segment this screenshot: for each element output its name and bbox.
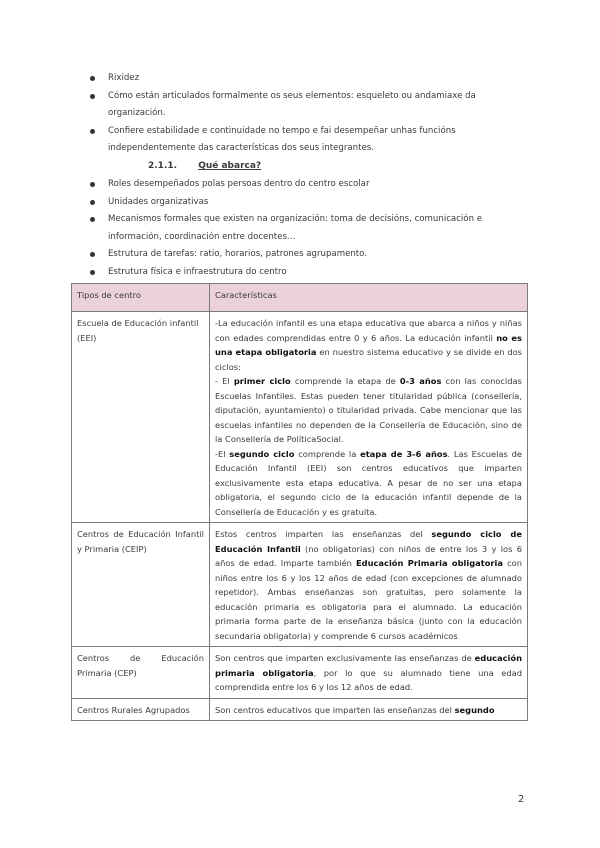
centers-table xyxy=(71,283,528,721)
bullet-icon xyxy=(90,94,95,99)
table-row xyxy=(72,312,528,523)
bullet-icon xyxy=(90,200,95,205)
page-number: 2 xyxy=(518,794,525,805)
center-description: Estos centros imparten las enseñanzas del segundo ciclo de Educación Infantil (no obligatorias) con niños de entre los 3 y los 6 años de edad. Imparte también Educación Primaria obligatoria con niños entre los 6 y los 12 años de edad (con excepciones de alumnado repetidor). Ambas enseñanzas son gratuitas, pero solamente la educación primaria es obligatoria para el alumnado. La educación primaria forma parte de la enseñanza básica (junto con la educación secundaria obligatoria) y comprende 6 cursos académicos xyxy=(210,523,528,647)
section-title: Qué abarca? xyxy=(198,161,262,171)
bullet-list-bottom xyxy=(88,176,518,281)
center-description: Son centros que imparten exclusivamente las enseñanzas de educación primaria obligatoria, por lo que su alumnado tiene una edad comprendida entre los 6 y los 12 años de edad. xyxy=(210,647,528,699)
table-row xyxy=(72,523,528,647)
section-heading xyxy=(148,161,261,171)
list-item: Unidades organizativas xyxy=(88,194,518,212)
bullet-list-top xyxy=(88,70,518,158)
table-row xyxy=(72,698,528,721)
section-number: 2.1.1. xyxy=(148,161,178,171)
center-type: Escuela de Educación infantil (EEI) xyxy=(72,312,210,523)
center-description: -La educación infantil es una etapa educativa que abarca a niños y niñas con edades comprendidas entre 0 y 6 años. La educación infantil no es una etapa obligatoria en nuestro sistema educativo y se divide en dos ciclos: - El primer ciclo comprende la etapa de 0-3 años con las conocidas Escuelas Infantiles. Estas pueden tener titularidad pública (consellería, diputación, ayuntamiento) o titularidad privada. Cabe mencionar que las escuelas infantiles no dependen de la Consellería de Educación, sino de la Consellería de PolíticaSocial. -El segundo ciclo comprende la etapa de 3-6 años. Las Escuelas de Educación Infantil (EEI) son centros educativos que imparten exclusivamente esta etapa educativa. A pesar de no ser una etapa obligatoria, el segundo ciclo de la educación infantil depende de la Consellería de Educación y es gratuita. xyxy=(210,312,528,523)
bullet-icon xyxy=(90,182,95,187)
center-description: Son centros educativos que imparten las enseñanzas del segundo xyxy=(210,698,528,721)
list-item: Cómo están articulados formalmente os seus elementos: esqueleto ou andamiaxe da organización. xyxy=(88,88,518,123)
column-header-characteristics: Características xyxy=(210,284,528,312)
center-type: Centros de Educación Primaria (CEP) xyxy=(72,647,210,699)
center-type: Centros Rurales Agrupados xyxy=(72,698,210,721)
list-item: Confiere estabilidade e continuidade no tempo e fai desempeñar unhas funcións independentemente das características dos seus integrantes. xyxy=(88,123,518,158)
bullet-icon xyxy=(90,252,95,257)
list-item: Estrutura física e infraestrutura do centro xyxy=(88,264,518,282)
bullet-icon xyxy=(90,270,95,275)
table-row xyxy=(72,647,528,699)
bullet-icon xyxy=(90,76,95,81)
column-header-type: Tipos de centro xyxy=(72,284,210,312)
bullet-icon xyxy=(90,129,95,134)
list-item: Roles desempeñados polas persoas dentro do centro escolar xyxy=(88,176,518,194)
list-item: Estrutura de tarefas: ratio, horarios, patrones agrupamento. xyxy=(88,246,518,264)
list-item: Rixidez xyxy=(88,70,518,88)
table-header-row xyxy=(72,284,528,312)
center-type: Centros de Educación Infantil y Primaria (CEIP) xyxy=(72,523,210,647)
list-item: Mecanismos formales que existen na organización: toma de decisións, comunicación e información, coordinación entre docentes… xyxy=(88,211,518,246)
bullet-icon xyxy=(90,217,95,222)
